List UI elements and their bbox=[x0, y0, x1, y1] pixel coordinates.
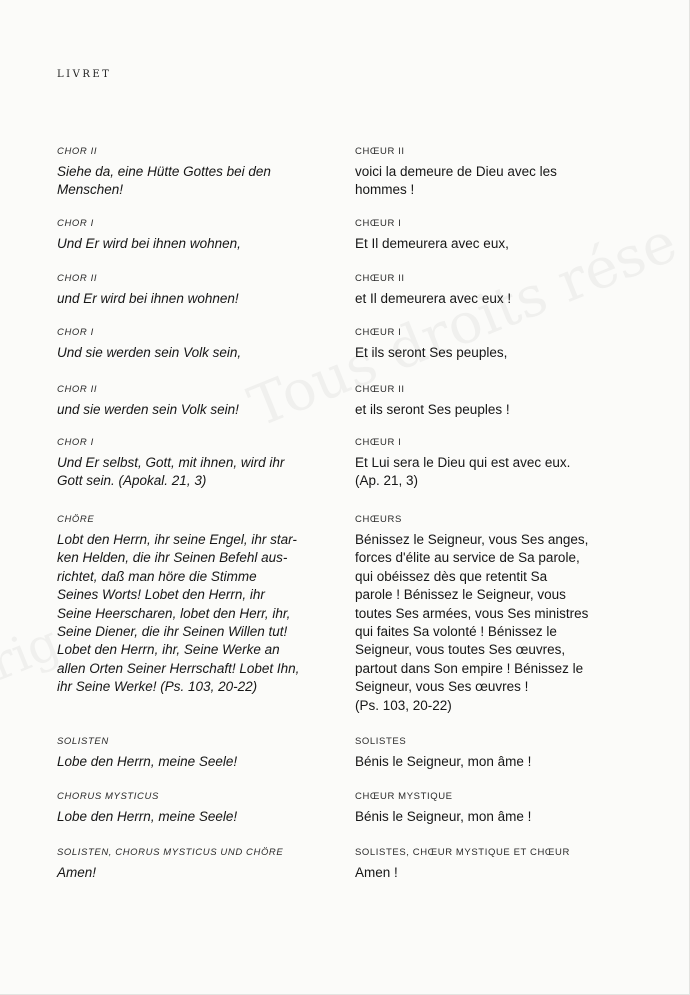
verse-text: Und sie werden sein Volk sein, bbox=[57, 345, 242, 360]
verse-block bbox=[355, 514, 655, 715]
speaker-label: SOLISTES bbox=[355, 736, 407, 747]
verse-text: Bénis le Seigneur, mon âme ! bbox=[355, 809, 532, 824]
verse-text: voici la demeure de Dieu avec les hommes ! bbox=[355, 164, 557, 198]
verse-block bbox=[355, 218, 655, 253]
speaker-label: CHŒUR MYSTIQUE bbox=[355, 791, 453, 802]
page-header: LIVRET bbox=[57, 69, 112, 80]
verse-text: Lobe den Herrn, meine Seele! bbox=[57, 754, 238, 769]
verse-block bbox=[57, 437, 357, 491]
speaker-label: CHORUS MYSTICUS bbox=[57, 791, 159, 802]
verse-block bbox=[57, 273, 357, 308]
speaker-label: CHŒUR II bbox=[355, 273, 405, 284]
verse-block bbox=[355, 791, 655, 826]
verse-text: Amen! bbox=[57, 865, 97, 880]
verse-block bbox=[57, 847, 357, 882]
verse-text: Et Il demeurera avec eux, bbox=[355, 236, 509, 251]
speaker-label: CHŒUR I bbox=[355, 327, 402, 338]
verse-block bbox=[57, 736, 357, 771]
speaker-label: CHOR II bbox=[57, 146, 98, 157]
speaker-label: CHOR I bbox=[57, 218, 94, 229]
verse-text: und Er wird bei ihnen wohnen! bbox=[57, 291, 239, 306]
speaker-label: CHŒUR I bbox=[355, 437, 402, 448]
verse-block bbox=[355, 327, 655, 362]
verse-block bbox=[57, 791, 357, 826]
verse-text: Lobt den Herrn, ihr seine Engel, ihr star- ken Helden, die ihr Seinen Befehl aus- richtet, daß man höre die Stimme Seines Worts! Lobet den Herrn, ihr Seine Heerscharen, lobet den Herr, ihr, Seine Diener, die ihr Seinen Willen tut! Lobet den Herrn, ihr, Seine Werke an allen Orten Seiner Herrschaft! Lobet Ihn, ihr Seine Werke! (Ps. 103, 20-22) bbox=[57, 532, 300, 695]
verse-block bbox=[355, 847, 655, 882]
speaker-label: CHÖRE bbox=[57, 514, 95, 525]
speaker-label: CHOR I bbox=[57, 327, 94, 338]
verse-block bbox=[355, 736, 655, 771]
verse-text: und sie werden sein Volk sein! bbox=[57, 402, 239, 417]
speaker-label: SOLISTES, CHŒUR MYSTIQUE ET CHŒUR bbox=[355, 847, 570, 858]
verse-text: Bénis le Seigneur, mon âme ! bbox=[355, 754, 532, 769]
verse-text: Amen ! bbox=[355, 865, 398, 880]
verse-block bbox=[57, 384, 357, 419]
speaker-label: CHOR II bbox=[57, 273, 98, 284]
speaker-label: CHOR II bbox=[57, 384, 98, 395]
speaker-label: SOLISTEN bbox=[57, 736, 109, 747]
verse-block bbox=[355, 273, 655, 308]
verse-text: Siehe da, eine Hütte Gottes bei den Menschen! bbox=[57, 164, 271, 198]
verse-text: Et ils seront Ses peuples, bbox=[355, 345, 508, 360]
verse-block bbox=[57, 327, 357, 362]
verse-block bbox=[355, 384, 655, 419]
speaker-label: CHŒURS bbox=[355, 514, 402, 525]
speaker-label: CHŒUR II bbox=[355, 146, 405, 157]
speaker-label: SOLISTEN, CHORUS MYSTICUS UND CHÖRE bbox=[57, 847, 284, 858]
verse-text: et Il demeurera avec eux ! bbox=[355, 291, 512, 306]
verse-text: Und Er selbst, Gott, mit ihnen, wird ihr Gott sein. (Apokal. 21, 3) bbox=[57, 455, 285, 489]
verse-block bbox=[57, 514, 357, 697]
verse-block bbox=[57, 146, 357, 200]
verse-block bbox=[355, 437, 655, 491]
verse-text: Lobe den Herrn, meine Seele! bbox=[57, 809, 238, 824]
speaker-label: CHOR I bbox=[57, 437, 94, 448]
speaker-label: CHŒUR II bbox=[355, 384, 405, 395]
speaker-label: CHŒUR I bbox=[355, 218, 402, 229]
verse-text: Et Lui sera le Dieu qui est avec eux. (Ap. 21, 3) bbox=[355, 455, 571, 489]
verse-text: et ils seront Ses peuples ! bbox=[355, 402, 510, 417]
verse-block bbox=[355, 146, 655, 200]
verse-text: Bénissez le Seigneur, vous Ses anges, forces d'élite au service de Sa parole, qui obéissez dès que retentit Sa parole ! Bénissez le Seigneur, vous toutes Ses armées, vous Ses ministres qui faites Sa volonté ! Bénissez le Seigneur, vous toutes Ses œuvres, partout dans Son empire ! Bénissez le Seigneur, vous Ses œuvres ! (Ps. 103, 20-22) bbox=[355, 532, 589, 713]
verse-block bbox=[57, 218, 357, 253]
verse-text: Und Er wird bei ihnen wohnen, bbox=[57, 236, 241, 251]
